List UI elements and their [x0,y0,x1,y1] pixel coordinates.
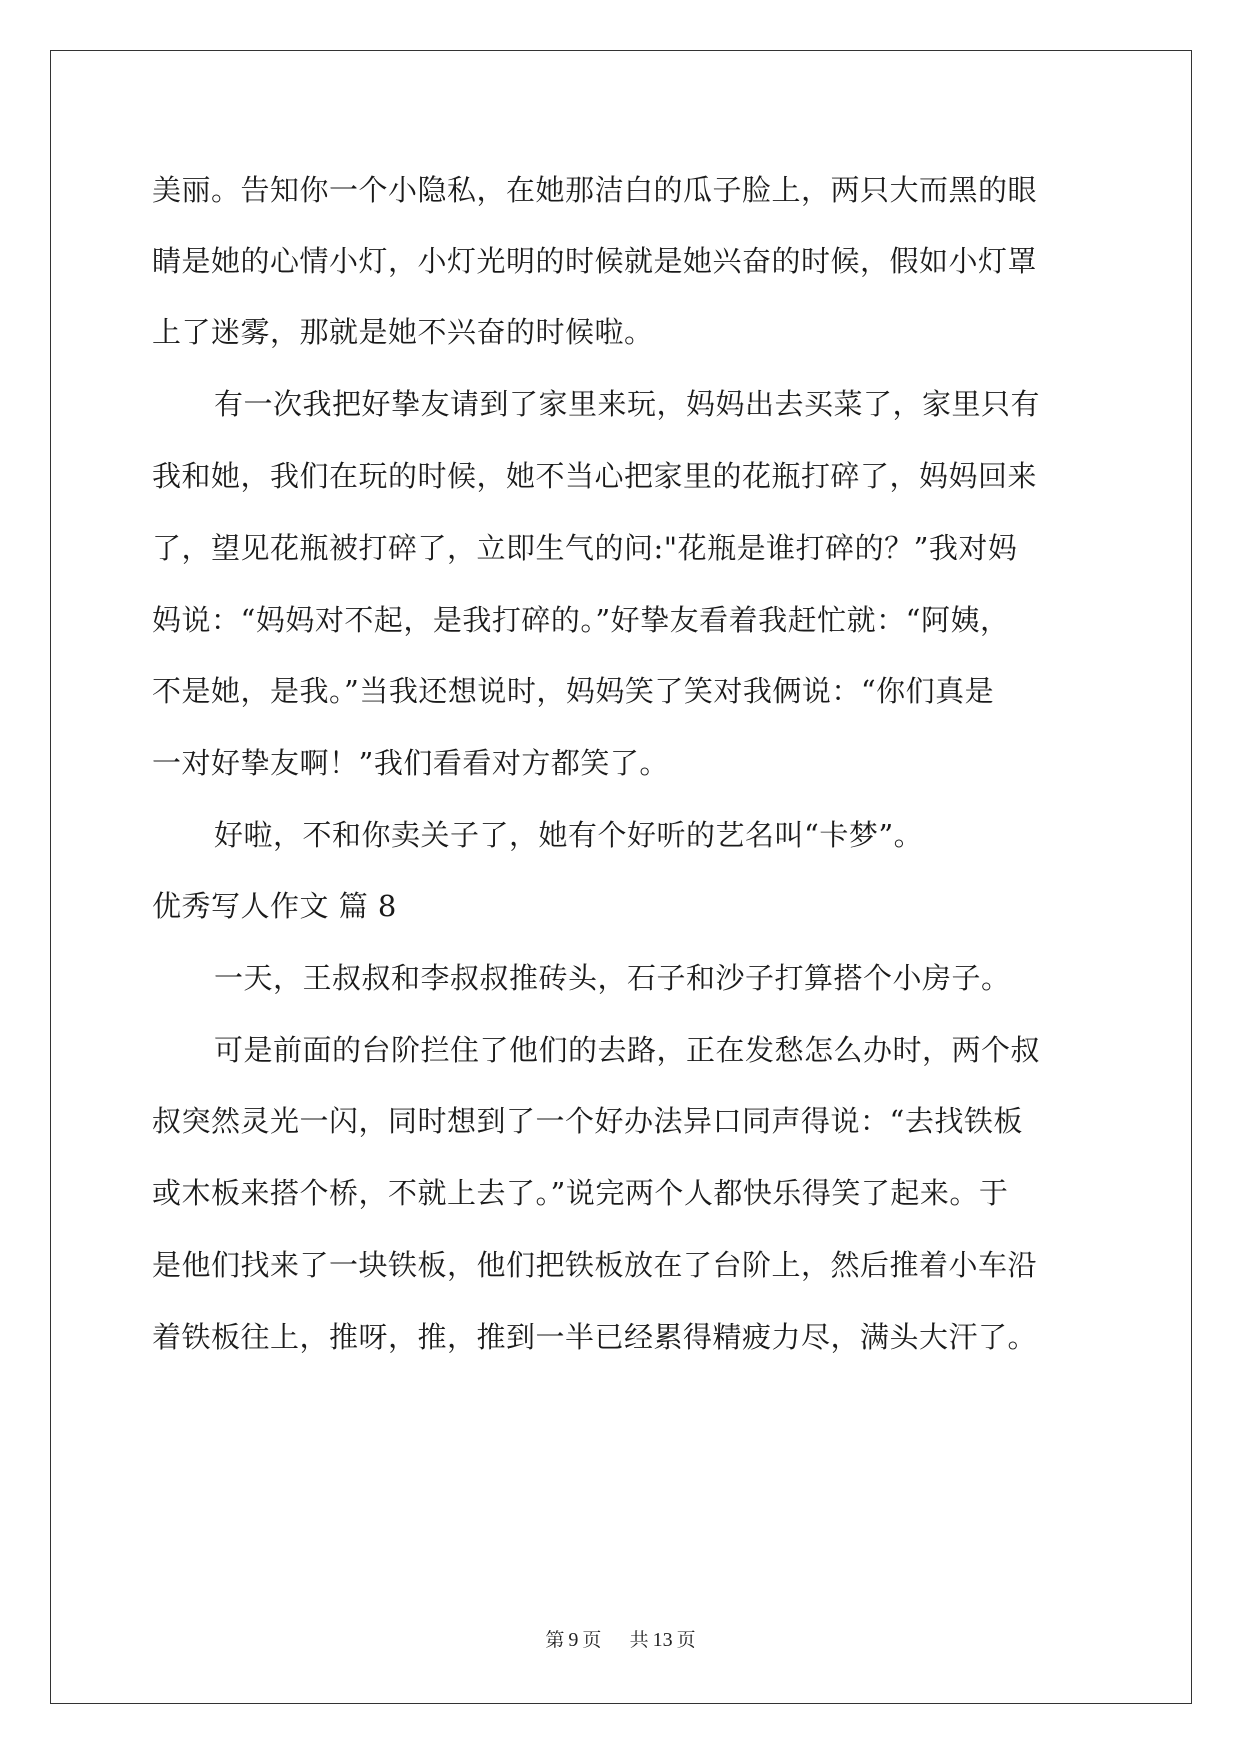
paragraph-line: 有一次我把好挚友请到了家里来玩，妈妈出去买菜了，家里只有 [214,387,1041,421]
paragraph-line: 或木板来搭个桥，不就上去了。”说完两个人都快乐得笑了起来。于 [152,1176,1009,1210]
paragraph-line: 一对好挚友啊！”我们看看对方都笑了。 [152,746,669,780]
paragraph-line: 睛是她的心情小灯，小灯光明的时候就是她兴奋的时候，假如小灯罩 [152,244,1038,278]
paragraph-line: 可是前面的台阶拦住了他们的去路，正在发愁怎么办时，两个叔 [214,1033,1041,1067]
paragraph-line: 好啦，不和你卖关子了，她有个好听的艺名叫“卡梦”。 [214,818,924,852]
total-prefix: 共 [629,1629,649,1651]
paragraph-line: 叔突然灵光一闪，同时想到了一个好办法异口同声得说：“去找铁板 [152,1104,1023,1138]
paragraph-line: 上了迷雾，那就是她不兴奋的时候啦。 [152,315,654,349]
paragraph-line: 一天，王叔叔和李叔叔推砖头，石子和沙子打算搭个小房子。 [214,961,1011,995]
page-footer [0,1628,1241,1652]
total-unit: 页 [676,1629,696,1651]
page-total: 13 [652,1629,673,1651]
paragraph-line: 了，望见花瓶被打碎了，立即生气的问:"花瓶是谁打碎的？”我对妈 [152,531,1018,565]
paragraph-line: 妈说：“妈妈对不起，是我打碎的。”好挚友看着我赶忙就：“阿姨， [152,603,1010,637]
page-unit: 页 [582,1629,602,1651]
paragraph-line: 是他们找来了一块铁板，他们把铁板放在了台阶上，然后推着小车沿 [152,1248,1038,1282]
section-heading: 优秀写人作文 篇 8 [152,889,397,923]
paragraph-line: 美丽。告知你一个小隐私，在她那洁白的瓜子脸上，两只大而黑的眼 [152,173,1038,207]
page-border [50,50,1192,1704]
paragraph-line: 不是她，是我。”当我还想说时，妈妈笑了笑对我俩说：“你们真是 [152,674,995,708]
paragraph-line: 我和她，我们在玩的时候，她不当心把家里的花瓶打碎了，妈妈回来 [152,459,1038,493]
page-prefix: 第 [545,1629,565,1651]
page-number: 9 [568,1629,579,1651]
paragraph-line: 着铁板往上，推呀，推，推到一半已经累得精疲力尽，满头大汗了。 [152,1320,1038,1354]
